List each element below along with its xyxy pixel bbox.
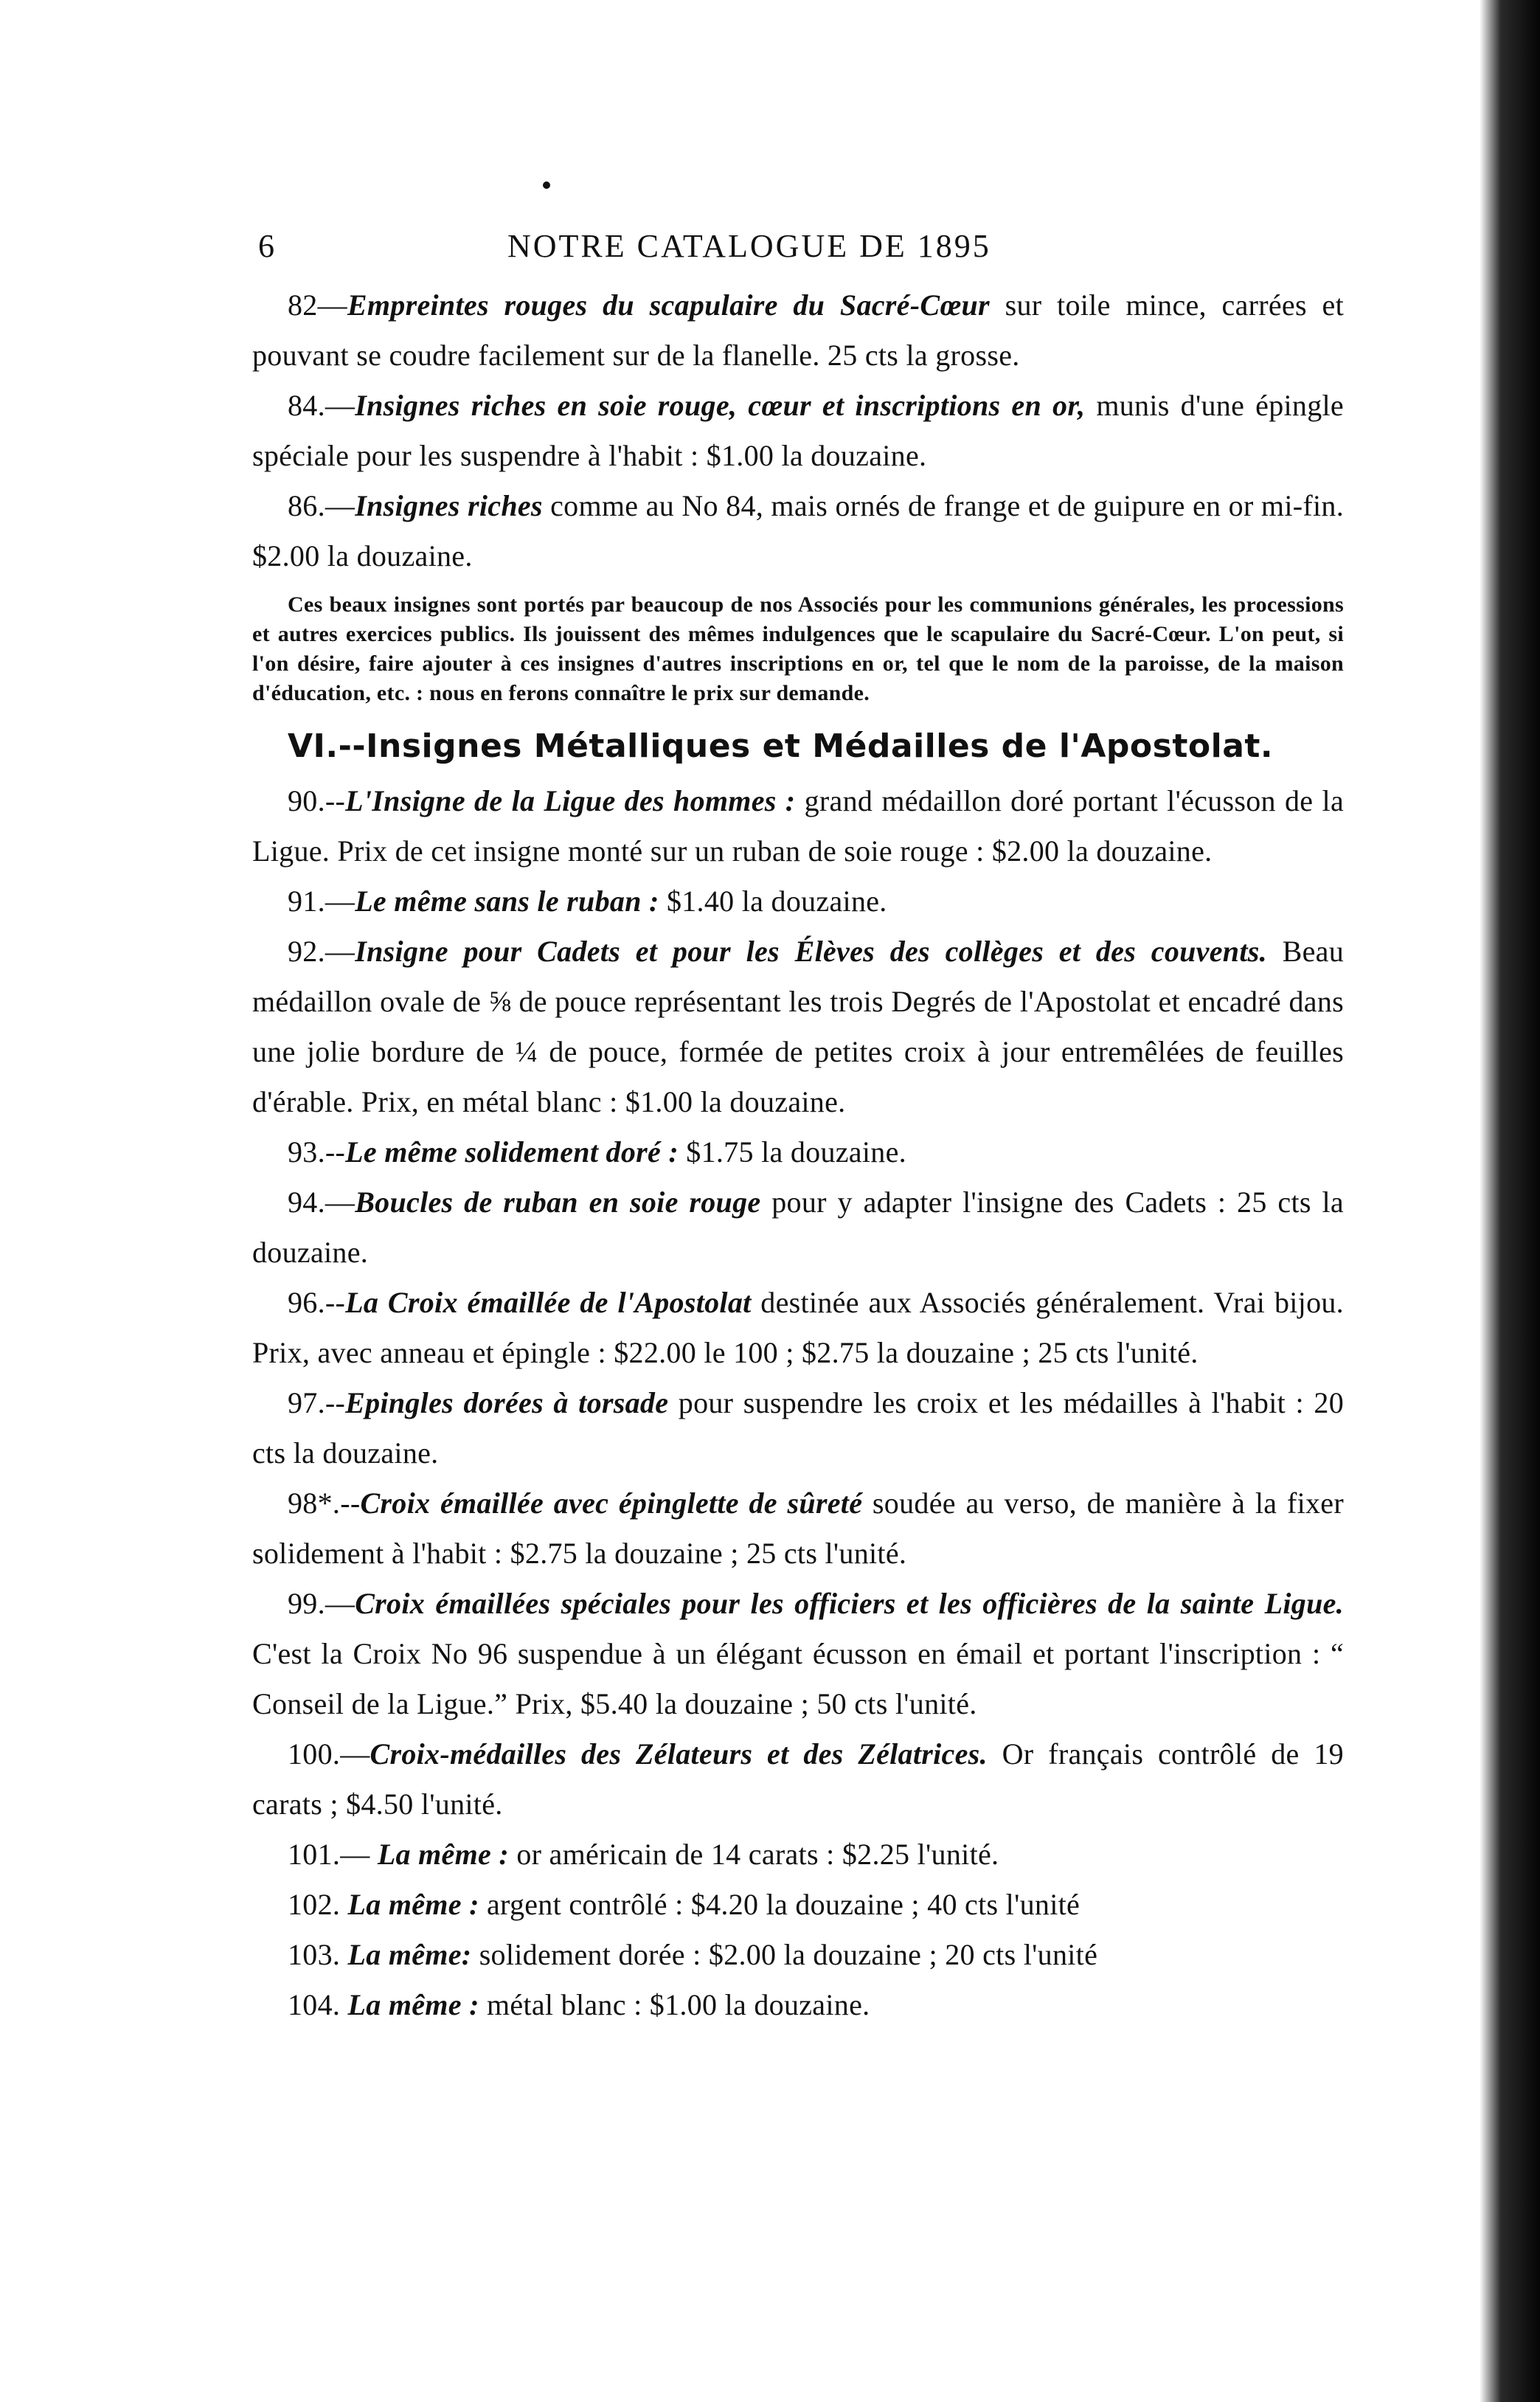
- catalogue-entry: 94.—Boucles de ruban en soie rouge pour y adapter l'insigne des Cadets : 25 cts la douzaine.: [252, 1186, 1344, 1269]
- catalogue-entry: 101.— La même : or américain de 14 carats : $2.25 l'unité.: [288, 1838, 999, 1871]
- catalogue-entry: 104. La même : métal blanc : $1.00 la douzaine.: [288, 1988, 870, 2021]
- catalogue-entry: 90.--L'Insigne de la Ligue des hommes : grand médaillon doré portant l'écusson de la Ligue. Prix de cet insigne monté sur un ruban de soie rouge : $2.00 la douzaine.: [252, 784, 1344, 868]
- entries-part-2: [252, 776, 1344, 1830]
- catalogue-entry: 82—Empreintes rouges du scapulaire du Sacré-Cœur sur toile mince, carrées et pouvant se coudre facilement sur de la flanelle. 25 cts la grosse.: [252, 288, 1344, 372]
- catalogue-entry: 99.—Croix émaillées spéciales pour les officiers et les officières de la sainte Ligue. C'est la Croix No 96 suspendue à un élégant écusson en émail et portant l'inscription : “ Conseil de la Ligue.” Prix, $5.40 la douzaine ; 50 cts l'unité.: [252, 1587, 1344, 1720]
- catalogue-entry: 91.—Le même sans le ruban : $1.40 la douzaine.: [288, 885, 887, 918]
- page-number: 6: [258, 228, 277, 264]
- entries-short: [252, 1830, 1344, 2030]
- catalogue-entry: 84.—Insignes riches en soie rouge, cœur et inscriptions en or, munis d'une épingle spéciale pour les suspendre à l'habit : $1.00 la douzaine.: [252, 389, 1344, 472]
- catalogue-entry: 92.—Insigne pour Cadets et pour les Élèves des collèges et des couvents. Beau médaillon ovale de ⅝ de pouce représentant les trois Degrés de l'Apostolat et encadré dans une jolie bordure de ¼ de pouce, formée de petites croix à jour entremêlées de feuilles d'érable. Prix, en métal blanc : $1.00 la douzaine.: [252, 935, 1344, 1118]
- catalogue-entry: 96.--La Croix émaillée de l'Apostolat destinée aux Associés généralement. Vrai bijou. Prix, avec anneau et épingle : $22.00 le 100 ; $2.75 la douzaine ; 25 cts l'unité.: [252, 1286, 1344, 1369]
- page-header: [252, 221, 1344, 280]
- catalogue-entry: 100.—Croix-médailles des Zélateurs et des Zélatrices. Or français contrôlé de 19 carats ; $4.50 l'unité.: [252, 1737, 1344, 1821]
- catalogue-entry: 102. La même : argent contrôlé : $4.20 la douzaine ; 40 cts l'unité: [288, 1888, 1081, 1921]
- section-heading: VI.--Insignes Métalliques et Médailles de l'Apostolat.: [288, 727, 1274, 765]
- catalogue-entry: 93.--Le même solidement doré : $1.75 la douzaine.: [288, 1135, 906, 1169]
- catalogue-entry: 97.--Epingles dorées à torsade pour suspendre les croix et les médailles à l'habit : 20 cts la douzaine.: [252, 1386, 1344, 1470]
- catalogue-entry: 98*.--Croix émaillée avec épinglette de sûreté soudée au verso, de manière à la fixer solidement à l'habit : $2.75 la douzaine ; 25 cts l'unité.: [252, 1486, 1344, 1570]
- scanned-page-edge: [1480, 0, 1540, 2402]
- print-speck: [543, 181, 550, 189]
- catalogue-entry: 103. La même: solidement dorée : $2.00 la douzaine ; 20 cts l'unité: [288, 1938, 1098, 1971]
- catalogue-entry: 86.—Insignes riches comme au No 84, mais ornés de frange et de guipure en or mi-fin. $2.00 la douzaine.: [252, 489, 1345, 572]
- running-title: NOTRE CATALOGUE DE 1895: [507, 228, 991, 264]
- entries-part-1: [252, 280, 1344, 581]
- explanatory-note: Ces beaux insignes sont portés par beaucoup de nos Associés pour les communions générales, les processions et autres exercices publics. Ils jouissent des mêmes indulgences que le scapulaire du Sacré-Cœur. L'on peut, si l'on désire, faire ajouter à ces insignes d'autres inscriptions en or, tel que le nom de la paroisse, de la maison d'éducation, etc. : nous en ferons connaître le prix sur demande.: [252, 592, 1344, 705]
- catalogue-page: [252, 221, 1344, 2030]
